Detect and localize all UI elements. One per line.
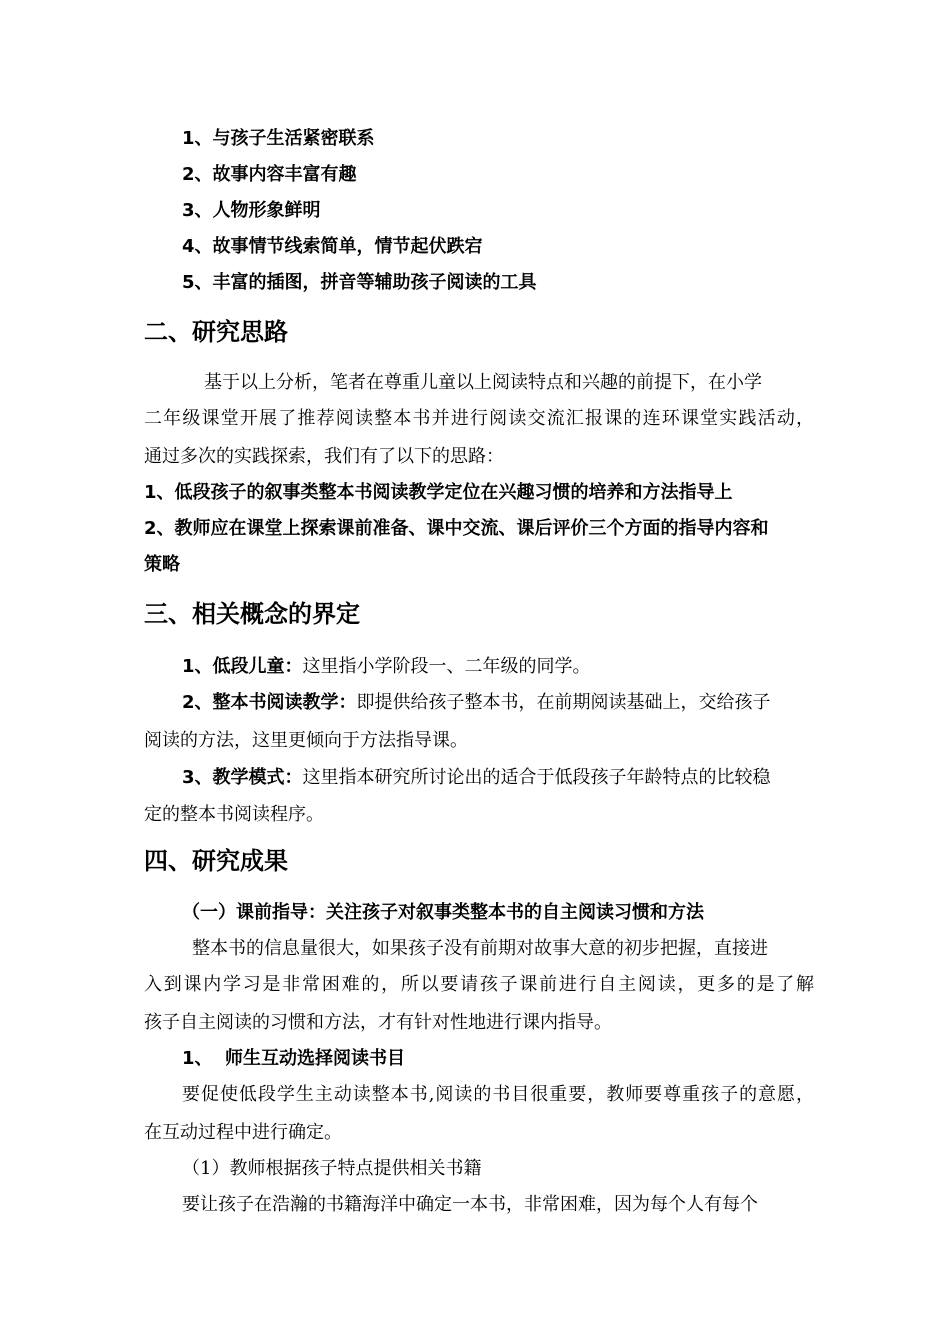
paragraph-line: 整本书的信息量很大，如果孩子没有前期对故事大意的初步把握，直接进 <box>192 938 768 959</box>
paragraph-line: 要促使低段学生主动读整本书,阅读的书目很重要，教师要尊重孩子的意愿， <box>182 1084 814 1105</box>
list-item-continuation: 策略 <box>144 554 180 575</box>
list-item: 4、故事情节线索简单，情节起伏跌宕 <box>182 236 483 257</box>
definition-text: 这里指本研究所讨论出的适合于低段孩子年龄特点的比较稳 <box>302 767 771 788</box>
section-heading: 四、研究成果 <box>144 847 288 875</box>
paragraph-line: 通过多次的实践探索，我们有了以下的思路： <box>144 446 504 467</box>
list-item: 2、故事内容丰富有趣 <box>182 164 357 185</box>
definition-text: 这里指小学阶段一、二年级的同学。 <box>302 656 591 677</box>
subsection-item: （1）教师根据孩子特点提供相关书籍 <box>182 1158 482 1179</box>
definition-term: 1、低段儿童： <box>182 656 303 677</box>
paragraph-line: 基于以上分析，笔者在尊重儿童以上阅读特点和兴趣的前提下，在小学 <box>204 372 762 393</box>
list-item: 2、教师应在课堂上探索课前准备、课中交流、课后评价三个方面的指导内容和 <box>144 518 769 539</box>
paragraph-line: 要让孩子在浩瀚的书籍海洋中确定一本书，非常困难，因为每个人有每个 <box>182 1194 758 1215</box>
definition-item <box>182 655 591 679</box>
section-heading: 二、研究思路 <box>144 318 288 346</box>
paragraph-line: 入到课内学习是非常困难的，所以要请孩子课前进行自主阅读，更多的是了解 <box>144 974 814 995</box>
list-item: 3、人物形象鲜明 <box>182 200 321 221</box>
definition-continuation: 定的整本书阅读程序。 <box>144 804 324 825</box>
paragraph-line: 在互动过程中进行确定。 <box>144 1122 342 1143</box>
definition-item <box>182 691 771 715</box>
paragraph-line: 孩子自主阅读的习惯和方法，才有针对性地进行课内指导。 <box>144 1012 612 1033</box>
subsection-heading: （一）课前指导：关注孩子对叙事类整本书的自主阅读习惯和方法 <box>182 902 704 923</box>
paragraph-line: 二年级课堂开展了推荐阅读整本书并进行阅读交流汇报课的连环课堂实践活动， <box>144 408 814 429</box>
definition-term: 2、整本书阅读教学： <box>182 692 357 713</box>
definition-text: 即提供给孩子整本书，在前期阅读基础上，交给孩子 <box>356 692 771 713</box>
list-item: 1、与孩子生活紧密联系 <box>182 128 375 149</box>
definition-continuation: 阅读的方法，这里更倾向于方法指导课。 <box>144 730 468 751</box>
definition-item <box>182 766 771 790</box>
definition-term: 3、教学模式： <box>182 767 303 788</box>
list-item: 1、低段孩子的叙事类整本书阅读教学定位在兴趣习惯的培养和方法指导上 <box>144 482 733 503</box>
list-item: 1、 师生互动选择阅读书目 <box>182 1048 406 1069</box>
section-heading: 三、相关概念的界定 <box>144 600 360 628</box>
list-item: 5、丰富的插图，拼音等辅助孩子阅读的工具 <box>182 272 537 293</box>
